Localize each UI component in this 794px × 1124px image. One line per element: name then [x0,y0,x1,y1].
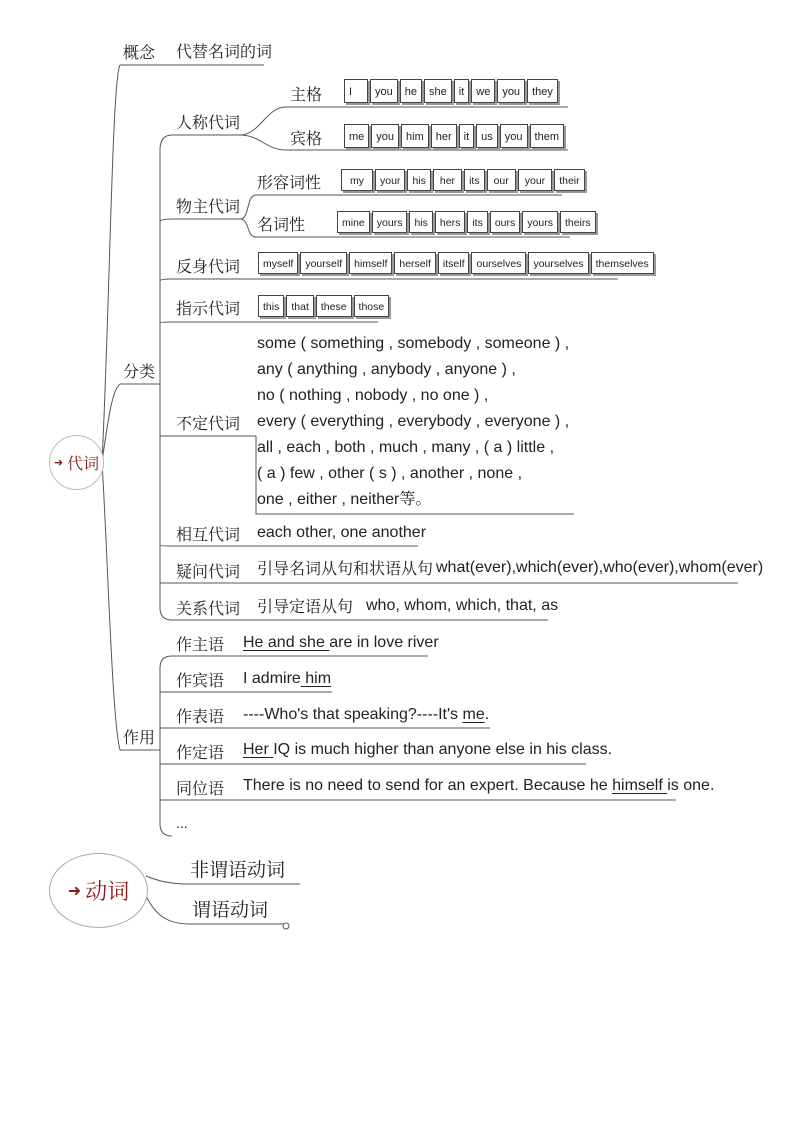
word-cell: we [471,79,495,103]
word-cell: theirs [560,211,596,233]
word-cell: myself [258,252,298,274]
category-reciprocal[interactable]: 相互代词 [176,525,241,544]
category-personal[interactable]: 人称代词 [176,113,241,132]
objective-words [344,124,564,148]
category-possessive[interactable]: 物主代词 [176,197,241,216]
word-cell: its [467,211,488,233]
word-cell: your [375,169,405,191]
interrogative-words: what(ever),which(ever),who(ever),whom(ever) [436,559,764,576]
word-cell: our [487,169,516,191]
underlined-pronoun: Her [243,741,274,758]
word-cell: my [341,169,373,191]
indefinite-line: every ( everything , everybody , everyone ) , [257,413,570,430]
root-node-pronoun[interactable] [49,435,104,490]
function-subject-example [243,633,439,653]
word-cell: yourself [300,252,347,274]
indefinite-line: one , either , neither等。 [257,491,432,508]
verb-nonfinite[interactable]: 非谓语动词 [190,859,286,881]
root-label: 代词 [67,454,100,473]
function-subject-label[interactable]: 作主语 [176,635,225,654]
relative-desc: 引导定语从句 [257,597,354,616]
function-object-label[interactable]: 作宾语 [176,671,225,690]
word-cell: that [286,295,314,317]
word-cell: herself [394,252,436,274]
example-text: I admire [243,670,301,687]
interrogative-desc: 引导名词从句和状语从句 [257,559,434,578]
underlined-pronoun: himself [612,777,668,794]
word-cell: hers [435,211,465,233]
objective-label[interactable]: 宾格 [290,129,323,148]
word-cell: you [371,124,399,148]
underlined-pronoun: me [462,706,485,723]
category-interrogative[interactable]: 疑问代词 [176,562,241,581]
reflexive-words [258,252,654,274]
word-cell: them [530,124,564,148]
word-cell: mine [337,211,370,233]
arrow-icon: ➜ [67,881,82,900]
word-cell: this [258,295,284,317]
indefinite-line: ( a ) few , other ( s ) , another , none , [257,465,523,482]
word-cell: their [554,169,584,191]
example-text: is one. [667,777,715,794]
function-attributive-example [243,740,612,760]
word-cell: your [518,169,552,191]
subjective-label[interactable]: 主格 [290,85,323,104]
category-reflexive[interactable]: 反身代词 [176,257,241,276]
word-cell: its [464,169,485,191]
nominal-words [337,211,596,233]
word-cell: itself [438,252,470,274]
word-cell: us [476,124,498,148]
example-text: ----Who's that speaking?----It's [243,706,463,723]
word-cell: yours [522,211,558,233]
category-demonstrative[interactable]: 指示代词 [176,299,241,318]
branch-functions[interactable]: 作用 [123,728,156,747]
indefinite-line: any ( anything , anybody , anyone ) , [257,361,516,378]
function-appositive-example [243,776,714,796]
word-cell: him [401,124,429,148]
nominal-label[interactable]: 名词性 [257,215,306,234]
category-relative[interactable]: 关系代词 [176,599,241,618]
word-cell: these [316,295,352,317]
subjective-words [344,79,558,103]
word-cell: yours [372,211,408,233]
indefinite-line: all , each , both , much , many , ( a ) little , [257,439,555,456]
word-cell: she [424,79,452,103]
word-cell: themselves [591,252,654,274]
indefinite-line: no ( nothing , nobody , no one ) , [257,387,489,404]
demonstrative-words [258,295,389,317]
function-predicative-label[interactable]: 作表语 [176,707,225,726]
arrow-icon: ➜ [53,456,64,469]
underlined-pronoun: him [300,670,332,687]
word-cell: yourselves [528,252,588,274]
word-cell: he [400,79,422,103]
example-text: . [484,706,490,723]
word-cell: those [354,295,390,317]
category-indefinite[interactable]: 不定代词 [176,414,241,433]
reciprocal-text: each other, one another [257,524,427,541]
word-cell: her [433,169,462,191]
word-cell: I [344,79,368,103]
word-cell: you [500,124,528,148]
relative-words: who, whom, which, that, as [366,597,559,614]
example-text: are in love river [329,634,439,651]
word-cell: you [497,79,525,103]
adjective-words [341,169,585,191]
indefinite-line: some ( something , somebody , someone ) , [257,335,570,352]
function-appositive-label[interactable]: 同位语 [176,779,225,798]
word-cell: ours [490,211,520,233]
word-cell: it [459,124,475,148]
concept-text: 代替名词的词 [176,42,273,61]
verb-finite[interactable]: 谓语动词 [192,899,269,921]
word-cell: his [409,211,432,233]
function-predicative-example [243,705,489,725]
adjective-label[interactable]: 形容词性 [257,173,322,192]
root-label: 动词 [85,880,130,905]
word-cell: her [431,124,457,148]
word-cell: himself [349,252,392,274]
underlined-pronoun: He and she [243,634,330,651]
word-cell: his [407,169,430,191]
function-attributive-label[interactable]: 作定语 [176,743,225,762]
example-text: IQ is much higher than anyone else in his class. [273,741,613,758]
word-cell: me [344,124,369,148]
function-more[interactable]: ... [176,815,188,831]
example-text: There is no need to send for an expert. Because he [243,777,613,794]
branch-concept[interactable]: 概念 [123,43,156,62]
function-object-example [243,669,331,689]
root-node-verb[interactable] [49,853,148,928]
word-cell: it [454,79,470,103]
branch-classification[interactable]: 分类 [123,362,156,381]
word-cell: ourselves [471,252,526,274]
word-cell: they [527,79,558,103]
word-cell: you [370,79,398,103]
